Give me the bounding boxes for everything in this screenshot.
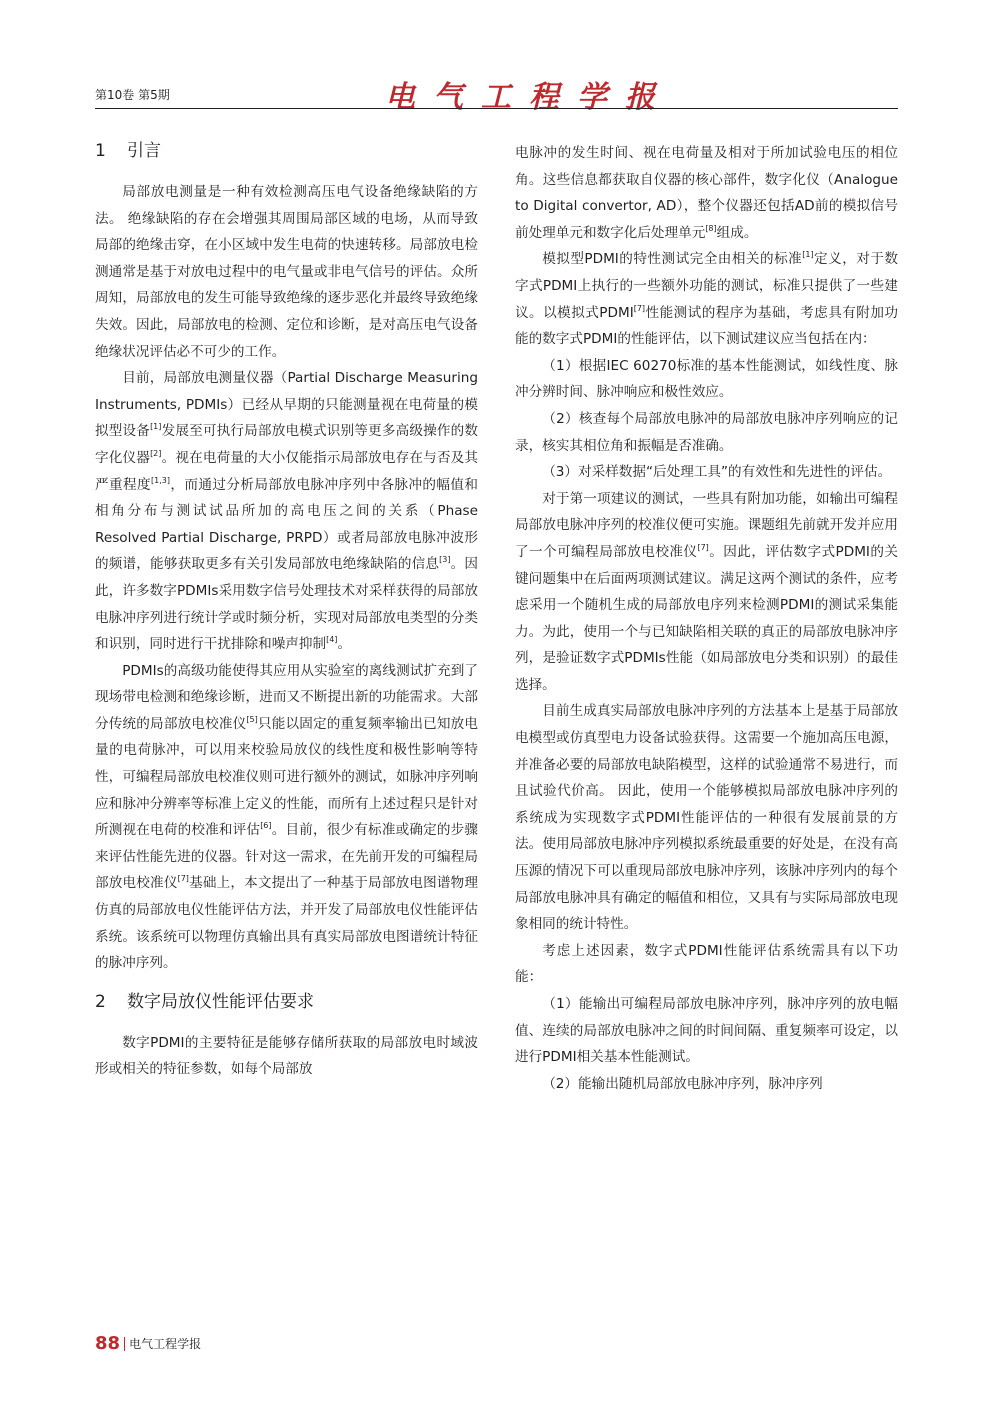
citation: [5] (246, 714, 258, 724)
issue-label: 第10卷 第5期 (95, 88, 170, 102)
citation: [1] (150, 422, 162, 432)
journal-logo: 电气工程学报 (385, 80, 673, 115)
page-header (95, 78, 898, 115)
list-item: （1）根据IEC 60270标准的基本性能测试，如线性度、脉冲分辨时间、脉冲响应和极性效应。 (515, 357, 898, 401)
list-item: （2）核查每个局部放电脉冲的局部放电脉冲序列响应的记录，核实其相位角和振幅是否准确。 (515, 410, 898, 454)
citation: [7] (177, 874, 189, 884)
citation: [1] (802, 250, 814, 260)
citation: [8] (705, 223, 717, 233)
paragraph: 数字PDMI的主要特征是能够存储所获取的局部放电时域波形或相关的特征参数，如每个局部放 (95, 1034, 478, 1078)
paragraph: 目前生成真实局部放电脉冲序列的方法基本上是基于局部放电模型或仿真型电力设备试验获得。这需要一个施加高压电源，并准备必要的局部放电缺陷模型，这样的试验通常不易进行，而且试验代价高。 因此，使用一个能够模拟局部放电脉冲序列的系统成为实现数字式PDMI性能评估的一种很有发展前景的方法。使用局部放电脉冲序列模拟系统最重要的好处是，在没有高压源的情况下可以重现局部放电脉冲序列，该脉冲序列内的每个局部放电脉冲具有确定的幅值和相位，又具有与实际局部放电现象相同的统计特性。 (515, 703, 898, 933)
right-column (515, 140, 898, 1097)
page-number: 88 (95, 1333, 121, 1354)
section-title: 引言 (127, 141, 161, 161)
section-title: 数字局放仪性能评估要求 (127, 991, 314, 1012)
list-item: （3）对采样数据“后处理工具”的有效性和先进性的评估。 (542, 464, 892, 481)
header-rule (95, 108, 898, 109)
citation: [3] (439, 555, 451, 565)
left-column (95, 136, 478, 1083)
paragraph: 模拟型PDMI的特性测试完全由相关的标准[1]定义，对于数字式PDMI上执行的一些额外功能的测试，标准只提供了一些建议。以模拟式PDMI[7]性能测试的程序为基础，考虑具有附加功能的数字式PDMI的性能评估，以下测试建议应当包括在内： (515, 250, 899, 348)
footer-journal-name: 电气工程学报 (129, 1337, 202, 1351)
citation: [6] (260, 821, 272, 831)
paragraph: 考虑上述因素，数字式PDMI性能评估系统需具有以下功能： (515, 942, 898, 986)
paragraph: 局部放电测量是一种有效检测高压电气设备绝缘缺陷的方法。 绝缘缺陷的存在会增强其周围局部区域的电场，从而导致局部的绝缘击穿，在小区域中发生电荷的快速转移。局部放电检测通常是基于对放电过程中的电气量或非电气信号的评估。众所周知，局部放电的发生可能导致绝缘的逐步恶化并最终导致绝缘失效。因此，局部放电的检测、定位和诊断，是对高压电气设备绝缘状况评估必不可少的工作。 (95, 184, 478, 360)
paragraph: 对于第一项建议的测试，一些具有附加功能，如输出可编程局部放电脉冲序列的校准仪便可实施。课题组先前就开发并应用了一个可编程局部放电校准仪[7]。因此，评估数字式PDMI的关键问题集中在后面两项测试建议。满足这两个测试的条件，应考虑采用一个随机生成的局部放电序列来检测PDMI的测试采集能力。为此，使用一个与已知缺陷相关联的真正的局部放电脉冲序列，是验证数字式PDMIs性能（如局部放电分类和识别）的最佳选择。 (515, 490, 899, 693)
list-item: （1）能输出可编程局部放电脉冲序列，脉冲序列的放电幅值、连续的局部放电脉冲之间的时间间隔、重复频率可设定，以进行PDMI相关基本性能测试。 (515, 996, 898, 1066)
citation: [7] (633, 303, 646, 313)
list-item: （2）能输出随机局部放电脉冲序列，脉冲序列 (542, 1075, 823, 1092)
paragraph: 电脉冲的发生时间、视在电荷量及相对于所加试验电压的相位角。这些信息都获取自仪器的核心部件，数字化仪（Analogue to Digital convertor, AD），整个仪器还包括AD前的模拟信号前处理单元和数字化后处理单元[8]组成。 (515, 145, 898, 241)
citation: [1,3] (151, 475, 170, 485)
section-heading-1 (95, 136, 478, 166)
paragraph: PDMIs的高级功能使得其应用从实验室的离线测试扩充到了现场带电检测和绝缘诊断，进而又不断提出新的功能需求。大部分传统的局部放电校准仪[5]只能以固定的重复频率输出已知放电量的电荷脉冲，可以用来校验局放仪的线性度和极性影响等特性，可编程局部放电校准仪则可进行额外的测试，如脉冲序列响应和脉冲分辨率等标准上定义的性能，而所有上述过程只是针对所测视在电荷的校准和评估[6]。目前，很少有标准或确定的步骤来评估性能先进的仪器。针对这一需求，在先前开发的可编程局部放电校准仪[7]基础上，本文提出了一种基于局部放电图谱物理仿真的局部放电仪性能评估方法，并开发了局部放电仪性能评估系统。该系统可以物理仿真输出具有真实局部放电图谱统计特征的脉冲序列。 (95, 662, 479, 972)
footer-divider (124, 1337, 125, 1351)
section-number: 2 (95, 991, 106, 1012)
citation: [4] (326, 635, 338, 645)
page-footer (95, 1333, 201, 1355)
paragraph: 目前，局部放电测量仪器（Partial Discharge Measuring Instruments, PDMIs）已经从早期的只能测量视在电荷量的模拟型设备[1]发展至可执行局部放电模式识别等更多高级操作的数字化仪器[2]。视在电荷量的大小仅能指示局部放电存在与否及其严重程度[1,3]，而通过分析局部放电脉冲序列中各脉冲的幅值和相角分布与测试试品所加的高电压之间的关系（Phase Resolved Partial Discharge, PRPD）或者局部放电脉冲波形的频谱，能够获取更多有关引发局部放电绝缘缺陷的信息[3]。因此，许多数字PDMIs采用数字信号处理技术对采样获得的局部放电脉冲序列进行统计学或时频分析，实现对局部放电类型的分类和识别，同时进行干扰排除和噪声抑制[4]。 (95, 370, 479, 653)
section-heading-2 (95, 987, 478, 1017)
citation: [2] (150, 448, 162, 458)
citation: [7] (697, 542, 709, 552)
section-number: 1 (95, 141, 106, 161)
